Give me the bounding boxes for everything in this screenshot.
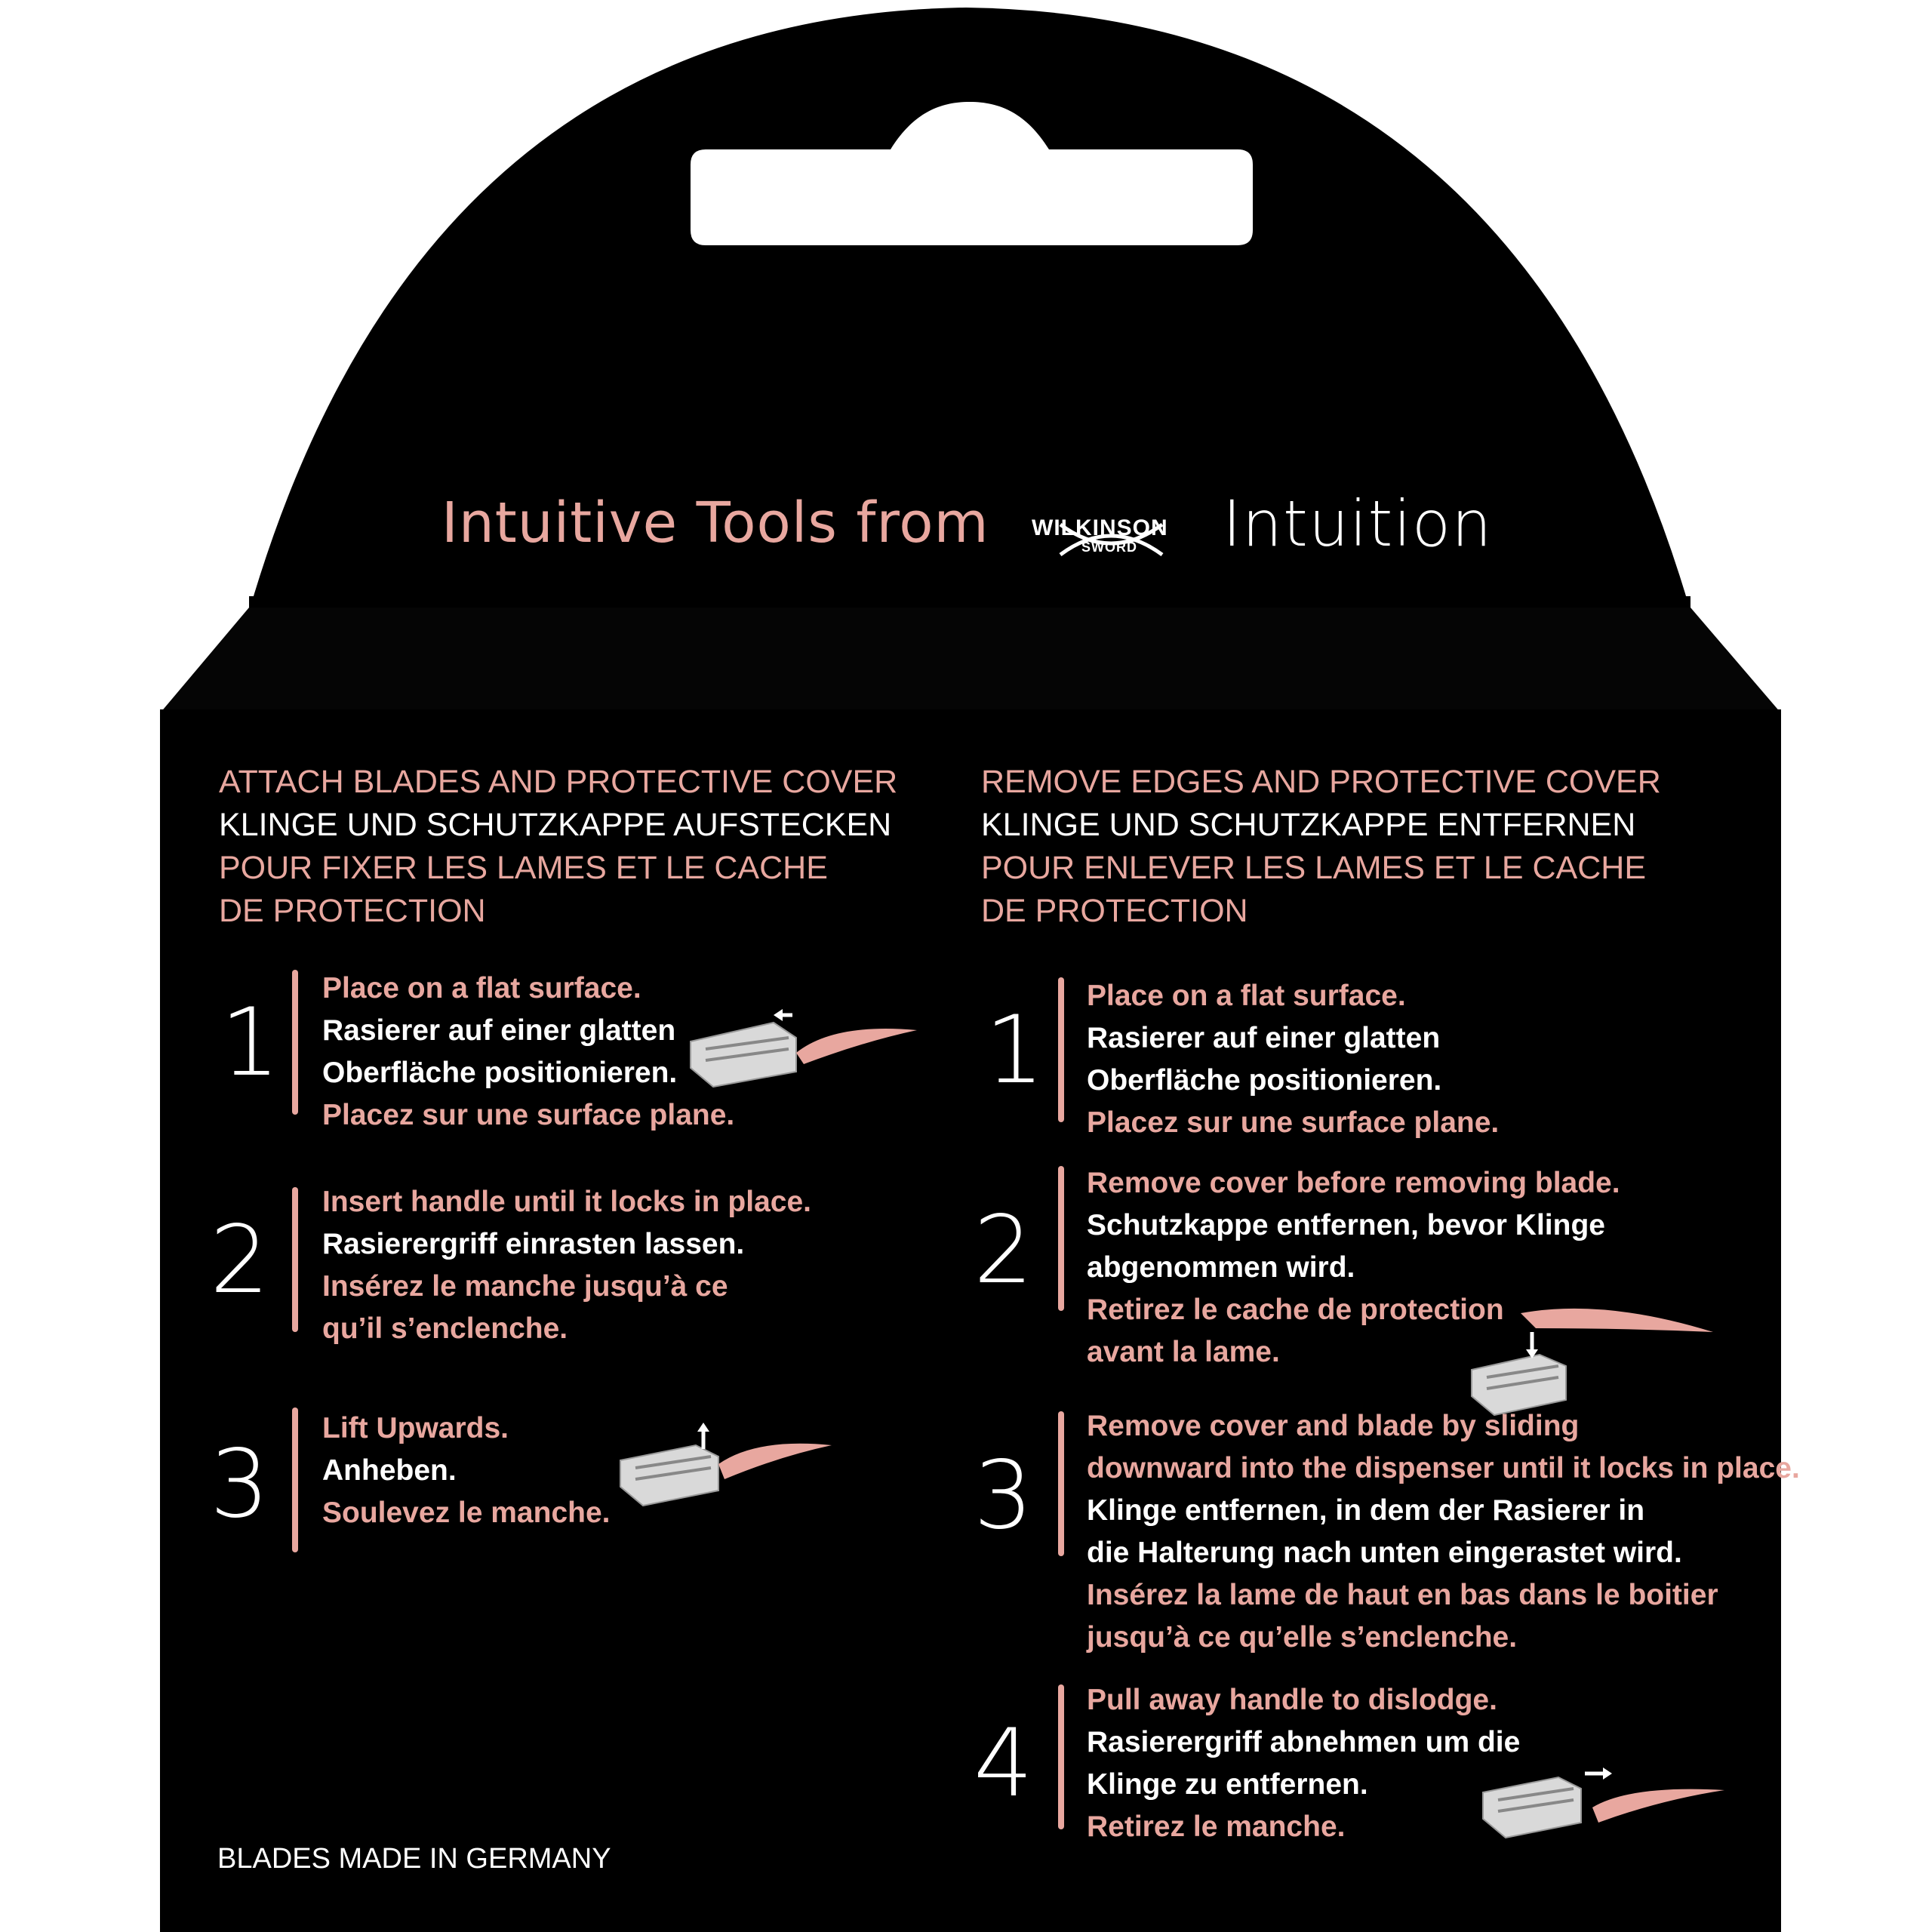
left-heading-fr2: DE PROTECTION [219, 893, 486, 929]
step-line-fr: Retirez le cache de protection [1087, 1294, 1504, 1326]
right-step4-bar [1058, 1684, 1064, 1829]
step-line-de: Rasierergriff abnehmen um die [1087, 1726, 1521, 1758]
step-line-de: Schutzkappe entfernen, bevor Klinge [1087, 1209, 1605, 1241]
step-line-fr: Retirez le manche. [1087, 1810, 1346, 1843]
step-line-fr: Placez sur une surface plane. [1087, 1106, 1500, 1139]
right-step1-text [1087, 975, 1499, 1144]
step-line-fr: Insérez la lame de haut en bas dans le boitier [1087, 1579, 1718, 1611]
step-line-en: Place on a flat surface. [1087, 980, 1406, 1012]
razor-remove-cover-illustration [1468, 1298, 1717, 1419]
step-line-en: Pull away handle to dislodge. [1087, 1684, 1497, 1716]
right-heading-fr1: POUR ENLEVER LES LAMES ET LE CACHE [981, 850, 1646, 886]
left-step2-text [322, 1181, 811, 1350]
step-line-fr: Soulevez le manche. [322, 1497, 611, 1529]
right-step4-number: 4 [974, 1709, 1033, 1818]
step-line-fr: Placez sur une surface plane. [322, 1099, 735, 1131]
step-line-en: Place on a flat surface. [322, 972, 641, 1004]
right-step4-text [1087, 1679, 1520, 1848]
step-line-de: Rasierergriff einrasten lassen. [322, 1228, 745, 1260]
right-step2-bar [1058, 1166, 1064, 1311]
right-step1-bar [1058, 977, 1064, 1122]
step-line-de: die Halterung nach unten eingerastet wird. [1087, 1537, 1682, 1569]
right-step3-number: 3 [974, 1441, 1033, 1550]
right-heading-de: KLINGE UND SCHUTZKAPPE ENTFERNEN [981, 807, 1636, 843]
step-line-de: Oberfläche positionieren. [322, 1057, 678, 1089]
step-line-en: downward into the dispenser until it locks in place. [1087, 1452, 1800, 1484]
left-heading-en: ATTACH BLADES AND PROTECTIVE COVER [219, 764, 898, 800]
right-step3-bar [1058, 1411, 1064, 1556]
right-step1-number: 1 [985, 996, 1044, 1105]
tagline: Intuitive Tools from [441, 491, 989, 555]
step-line-fr: avant la lame. [1087, 1336, 1280, 1368]
left-step1-bar [292, 970, 298, 1115]
left-step3-text [322, 1407, 611, 1534]
step-line-en: Lift Upwards. [322, 1412, 509, 1444]
right-heading-en: REMOVE EDGES AND PROTECTIVE COVER [981, 764, 1661, 800]
top-flap [160, 608, 1781, 713]
step-line-de: Rasierer auf einer glatten [322, 1014, 676, 1047]
step-line-de: Klinge zu entfernen. [1087, 1768, 1368, 1801]
step-line-de: Anheben. [322, 1454, 457, 1487]
left-step3-bar [292, 1407, 298, 1552]
step-line-fr: Insérez le manche jusqu’à ce [322, 1270, 728, 1303]
step-line-de: Rasierer auf einer glatten [1087, 1022, 1441, 1054]
razor-place-illustration [683, 996, 924, 1094]
logo-line2: SWORD [1081, 540, 1137, 555]
left-step2-number: 2 [210, 1206, 269, 1315]
left-step1-text [322, 968, 734, 1137]
right-step3-text [1087, 1405, 1800, 1659]
step-line-en: Remove cover and blade by sliding [1087, 1410, 1580, 1442]
step-line-de: abgenommen wird. [1087, 1251, 1355, 1284]
left-heading-fr1: POUR FIXER LES LAMES ET LE CACHE [219, 850, 828, 886]
made-in-label: BLADES MADE IN GERMANY [217, 1843, 611, 1875]
razor-pull-away-illustration [1479, 1758, 1728, 1841]
left-step1-number: 1 [220, 989, 280, 1097]
step-line-de: Oberfläche positionieren. [1087, 1064, 1442, 1097]
step-line-fr: qu’il s’enclenche. [322, 1312, 568, 1345]
left-step2-bar [292, 1187, 298, 1332]
right-heading-fr2: DE PROTECTION [981, 893, 1248, 929]
brand-name: Intuition [1223, 487, 1493, 561]
wilkinson-sword-logo [1030, 494, 1192, 570]
step-line-de: Klinge entfernen, in dem der Rasierer in [1087, 1494, 1645, 1527]
right-step2-number: 2 [974, 1196, 1033, 1305]
step-line-fr: jusqu’à ce qu’elle s’enclenche. [1087, 1621, 1518, 1654]
left-step3-number: 3 [210, 1430, 269, 1539]
step-line-en: Remove cover before removing blade. [1087, 1167, 1620, 1199]
left-heading-de: KLINGE UND SCHUTZKAPPE AUFSTECKEN [219, 807, 892, 843]
logo-line1: WILKINSON [1032, 515, 1168, 540]
step-line-en: Insert handle until it locks in place. [322, 1186, 811, 1218]
razor-lift-illustration [613, 1419, 839, 1517]
